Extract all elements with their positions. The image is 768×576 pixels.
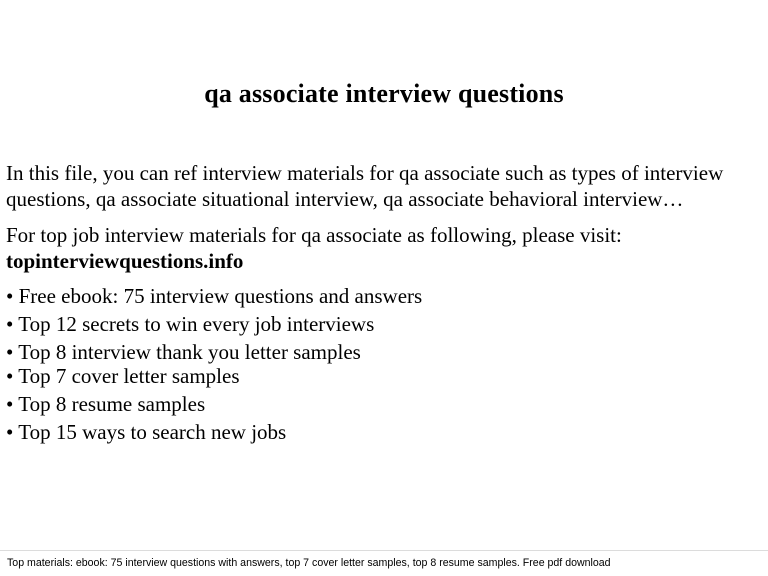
visit-text: For top job interview materials for qa associate as following, please visit: — [6, 223, 622, 247]
page-title: qa associate interview questions — [204, 79, 564, 108]
list-item: • Top 7 cover letter samples — [6, 364, 240, 388]
slide-content — [6, 160, 760, 444]
list-item: • Free ebook: 75 interview questions and answers — [6, 284, 423, 308]
paragraph-spacer — [6, 212, 760, 222]
list-item: • Top 15 ways to search new jobs — [6, 420, 287, 444]
site-link[interactable]: topinterviewquestions.info — [6, 249, 244, 273]
list-item: • Top 8 interview thank you letter samples — [6, 340, 361, 364]
footer-text: Top materials: ebook: 75 interview questions with answers, top 7 cover letter samples, top 8 resume samples. Free pdf download — [7, 557, 611, 569]
footer-divider — [0, 550, 768, 551]
resource-list — [6, 284, 760, 444]
list-item: • Top 8 resume samples — [6, 392, 206, 416]
intro-line-1: In this file, you can ref interview materials for qa associate such as types of interview — [6, 161, 724, 185]
intro-line-2: questions, qa associate situational interview, qa associate behavioral interview… — [6, 187, 684, 211]
list-item: • Top 12 secrets to win every job interviews — [6, 312, 375, 336]
